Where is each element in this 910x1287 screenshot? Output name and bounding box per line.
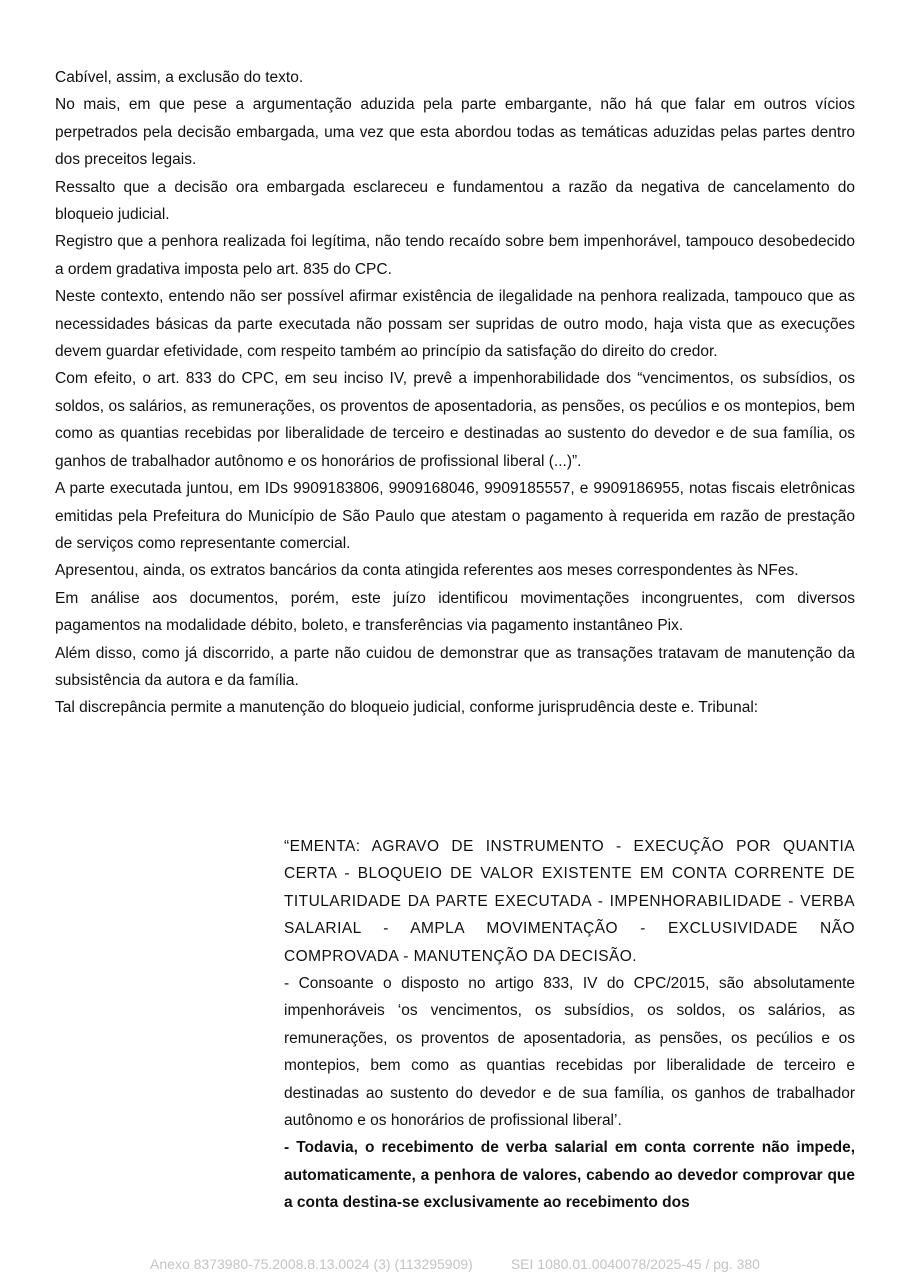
paragraph: Além disso, como já discorrido, a parte não cuidou de demonstrar que as transações tratavam de manutenção da subsistência da autora e da família. bbox=[55, 644, 855, 689]
jurisprudence-quote bbox=[284, 833, 855, 1217]
paragraph: Cabível, assim, a exclusão do texto. bbox=[55, 69, 304, 86]
document-body bbox=[55, 64, 855, 722]
footer-annex-ref: Anexo 8373980-75.2008.8.13.0024 (3) (113295909) bbox=[150, 1256, 473, 1272]
paragraph: Apresentou, ainda, os extratos bancários da conta atingida referentes aos meses correspondentes às NFes. bbox=[55, 562, 799, 580]
quote-item: - Consoante o disposto no artigo 833, IV do CPC/2015, são absolutamente impenhoráveis ‘os vencimentos, os subsídios, os soldos, os salários, as remunerações, os proventos de aposentadoria, as pensões, os pecúlios e os montepios, bem como as quantias recebidas por liberalidade de terceiro e destinadas ao sustento do devedor e de sua família, os ganhos de trabalhador autônomo e os honorários de profissional liberal’. bbox=[284, 975, 855, 1130]
paragraph: A parte executada juntou, em IDs 9909183806, 9909168046, 9909185557, e 9909186955, notas fiscais eletrônicas emitidas pela Prefeitura do Município de São Paulo que atestam o pagamento à requerida em razão de prestação de serviços como representante comercial. bbox=[55, 480, 855, 552]
paragraph: Registro que a penhora realizada foi legítima, não tendo recaído sobre bem impenhorável, tampouco desobedecido a ordem gradativa imposta pelo art. 835 do CPC. bbox=[55, 233, 855, 278]
footer-sei-ref: SEI 1080.01.0040078/2025-45 / pg. 380 bbox=[510, 1256, 760, 1272]
paragraph: Ressalto que a decisão ora embargada esclareceu e fundamentou a razão da negativa de cancelamento do bloqueio judicial. bbox=[55, 178, 855, 224]
page-footer bbox=[0, 1256, 910, 1272]
paragraph: Neste contexto, entendo não ser possível afirmar existência de ilegalidade na penhora realizada, tampouco que as necessidades básicas da parte executada não possam ser supridas de outro modo, haja vista que as execuções devem guardar efetividade, com respeito também ao princípio da satisfação do direito do credor. bbox=[55, 288, 855, 361]
quote-item-bold: - Todavia, o recebimento de verba salarial em conta corrente não impede, automaticamente, a penhora de valores, cabendo ao devedor comprovar que a conta destina-se exclusivamente ao recebimento dos bbox=[284, 1139, 855, 1212]
paragraph: Em análise aos documentos, porém, este juízo identificou movimentações incongruentes, com diversos pagamentos na modalidade débito, boleto, e transferências via pagamento instantâneo Pix. bbox=[55, 589, 855, 635]
paragraph: Com efeito, o art. 833 do CPC, em seu inciso IV, prevê a impenhorabilidade dos “vencimentos, os subsídios, os soldos, os salários, as remunerações, os proventos de aposentadoria, as pensões, os pecúlios e os montepios, bem como as quantias recebidas por liberalidade de terceiro e destinadas ao sustento do devedor e de sua família, os ganhos de trabalhador autônomo e os honorários de profissional liberal (...)”. bbox=[55, 370, 855, 470]
quote-ementa: “EMENTA: AGRAVO DE INSTRUMENTO - EXECUÇÃO POR QUANTIA CERTA - BLOQUEIO DE VALOR EXISTENTE EM CONTA CORRENTE DE TITULARIDADE DA PARTE EXECUTADA - IMPENHORABILIDADE - VERBA SALARIAL - AMPLA MOVIMENTAÇÃO - EXCLUSIVIDADE NÃO COMPROVADA - MANUTENÇÃO DA DECISÃO. bbox=[284, 838, 855, 965]
paragraph: Tal discrepância permite a manutenção do bloqueio judicial, conforme jurisprudência deste e. Tribunal: bbox=[55, 699, 759, 717]
paragraph: No mais, em que pese a argumentação aduzida pela parte embargante, não há que falar em outros vícios perpetrados pela decisão embargada, uma vez que esta abordou todas as temáticas aduzidas pelas partes dentro dos preceitos legais. bbox=[55, 96, 855, 169]
